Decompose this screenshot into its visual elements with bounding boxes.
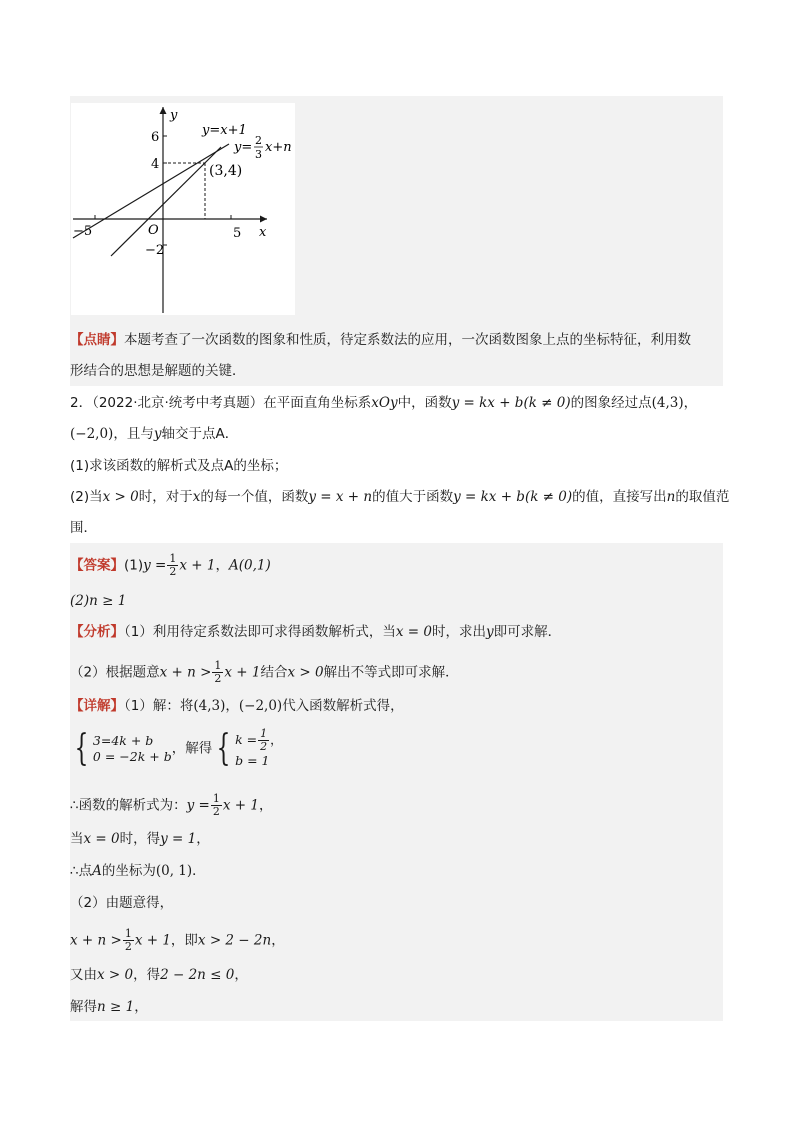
origin-label: O [148,223,159,238]
detail-text: ∴点 [70,863,93,879]
answer-text: (1) [124,557,144,574]
detail-math: 2 − 2n ≤ 0 [160,967,235,983]
detail-math: A [92,863,102,879]
question-text: ． [224,426,239,442]
fraction-one-half: $\frac{1}{2}$ [169,552,177,578]
question-text: 的图象经过点 [570,395,652,411]
detail-line4 [70,829,723,849]
point-4-3: (4,3) [651,395,684,411]
question-text: 2．（2022·北京·统考中考真题）在平面直角坐标系 [70,395,372,411]
question-text: (1)求该函数的解析式及点A的坐标； [70,458,288,474]
fraction-one-half: $\frac{1}{2}$ [212,792,220,818]
dianjing-text1: 本题考查了一次函数的图象和性质，待定系数法的应用，一次函数图象上点的坐标特征，利用数 [124,332,691,348]
detail-line9 [70,997,723,1017]
dianjing-text2: 形结合的思想是解题的关键． [70,363,246,379]
analysis-math: x > 0 [287,664,324,681]
detail-text: ∴函数的解析式为： [70,797,187,814]
analysis-tag: 【分析】 [70,624,124,640]
answer-math: x + 1 [179,557,216,574]
tick-label-x-neg5: −5 [73,224,93,239]
question-part1 [70,456,723,476]
question-text: 中，函数 [397,395,452,411]
analysis-line2 [70,660,723,685]
detail-math: y = [186,797,210,814]
detail-text: （2）由题意得， [70,895,174,911]
detail-text: ， [225,698,239,714]
detail-math: y = 1 [160,831,197,847]
analysis-math: y [485,624,494,640]
question-line1 [70,393,723,413]
detail-line5 [70,861,723,881]
detail-math: (−2,0) [238,698,283,714]
dianjing-line1 [70,330,723,350]
detail-math: x > 2 − 2n [197,932,272,949]
analysis-text: 即可求解． [493,624,562,640]
detail-text: 当 [70,831,84,847]
function-graph [71,103,295,315]
detail-text: ， [234,967,248,983]
detail-math: x + n > [70,932,122,949]
analysis-text: （2）根据题意 [70,664,160,681]
question-text: 的值，直接写出 [572,489,667,505]
detail-math: x + 1 [222,797,259,814]
analysis-math: x + 1 [224,664,261,681]
analysis-math: x = 0 [395,624,432,640]
detail-text: ， [271,932,285,949]
line2-label-prefix: y= [234,140,253,155]
detail-math: x + 1 [134,932,171,949]
question-part2-line1 [70,487,730,507]
detail-line8 [70,965,723,985]
detail-math: x > 0 [97,967,134,983]
answer-part2: (2)n ≥ 1 [70,593,127,609]
y-var: y [153,426,162,442]
line2-label-suffix: x+n [265,140,292,155]
detail-text: 时，得 [119,831,161,847]
question-text: 轴交于点 [161,426,216,442]
detail-line6 [70,893,723,913]
detail-equation-system [70,728,723,772]
detail-math: x = 0 [83,831,120,847]
detail-text: ． [192,863,206,879]
graph-svg [71,103,295,315]
coord-system-name: xOy [371,395,398,411]
analysis-text: 解出不等式即可求解． [323,664,459,681]
answer-tag: 【答案】 [70,557,124,574]
fraction-one-half: $\frac{1}{2}$ [214,659,222,685]
question-text: 的值大于函数 [372,489,454,505]
tick-label-y4: 4 [151,157,160,172]
tick-label-y6: 6 [151,130,160,145]
detail-text: （1）解：将 [124,698,194,714]
condition-x-positive: x > 0 [102,489,139,505]
question-text: 的每一个值，函数 [200,489,309,505]
analysis-text: 结合 [260,664,288,681]
detail-tag: 【详解】 [70,698,124,714]
answer-math: y = [143,557,167,574]
left-brace: { [216,727,231,769]
detail-math: n ≥ 1 [97,999,135,1015]
detail-text: 又由 [70,967,97,983]
point-A: A [215,426,225,442]
analysis-text: 时，求出 [431,624,486,640]
answer-text: ， [215,557,229,574]
question-text: 围． [70,520,97,536]
x-var: x [192,489,201,505]
n-var: n [666,489,676,505]
line2-frac-den: 3 [255,148,262,161]
question-text: 的取值范 [675,489,730,505]
fraction-one-half: $\frac{1}{2}$ [260,727,268,753]
dianjing-line2 [70,361,723,381]
question-text: (2)当 [70,489,103,505]
question-part2-line2 [70,518,723,538]
question-line2 [70,424,723,444]
fraction-one-half: $\frac{1}{2}$ [124,927,132,953]
detail-text: 解得 [70,999,97,1015]
question-text: 时，对于 [138,489,193,505]
detail-text: ，即 [170,932,198,949]
detail-text: ， [134,999,148,1015]
y-axis-label: y [170,108,178,123]
line2-frac-num: 2 [255,134,262,147]
question-text: ， [683,395,698,411]
analysis-math: x + n > [159,664,212,681]
answer-line2 [70,591,723,611]
detail-line7 [70,928,723,953]
dianjing-tag: 【点睛】 [70,332,124,348]
detail-text: 的坐标为 [101,863,156,879]
detail-math: (0, 1) [155,863,193,879]
analysis-line1 [70,622,723,642]
tick-label-x5: 5 [233,226,242,241]
detail-text: ， [196,831,210,847]
detail-text: ， [258,797,273,814]
detail-line1 [70,696,723,716]
point-label: (3,4) [209,163,243,179]
tick-label-y-neg2: −2 [145,243,165,258]
point-A-coord: A(0,1) [228,557,271,574]
detail-math: (4,3) [193,698,226,714]
detail-line3 [70,793,723,818]
answer-line1 [70,553,723,578]
left-brace: { [74,727,89,769]
function-expression: y = kx + b(k ≠ 0) [451,395,571,411]
point-neg2-0: (−2,0) [70,426,114,442]
detail-text: ，得 [133,967,161,983]
system-solution: k = $\frac{1}{2}$ ， b = 1 [235,727,283,768]
function-x-plus-n: y = x + n [308,489,373,505]
line1-label: y=x+1 [202,123,247,138]
x-axis-label: x [259,225,267,240]
question-text: ，且与 [113,426,154,442]
analysis-text: （1）利用待定系数法即可求得函数解析式，当 [124,624,396,640]
detail-text: 代入函数解析式得， [282,698,404,714]
system-equations: 3=4k + b 0 = −2k + b [92,732,172,764]
detail-text: ，解得 [171,740,213,757]
function-kx-plus-b: y = kx + b(k ≠ 0) [453,489,573,505]
